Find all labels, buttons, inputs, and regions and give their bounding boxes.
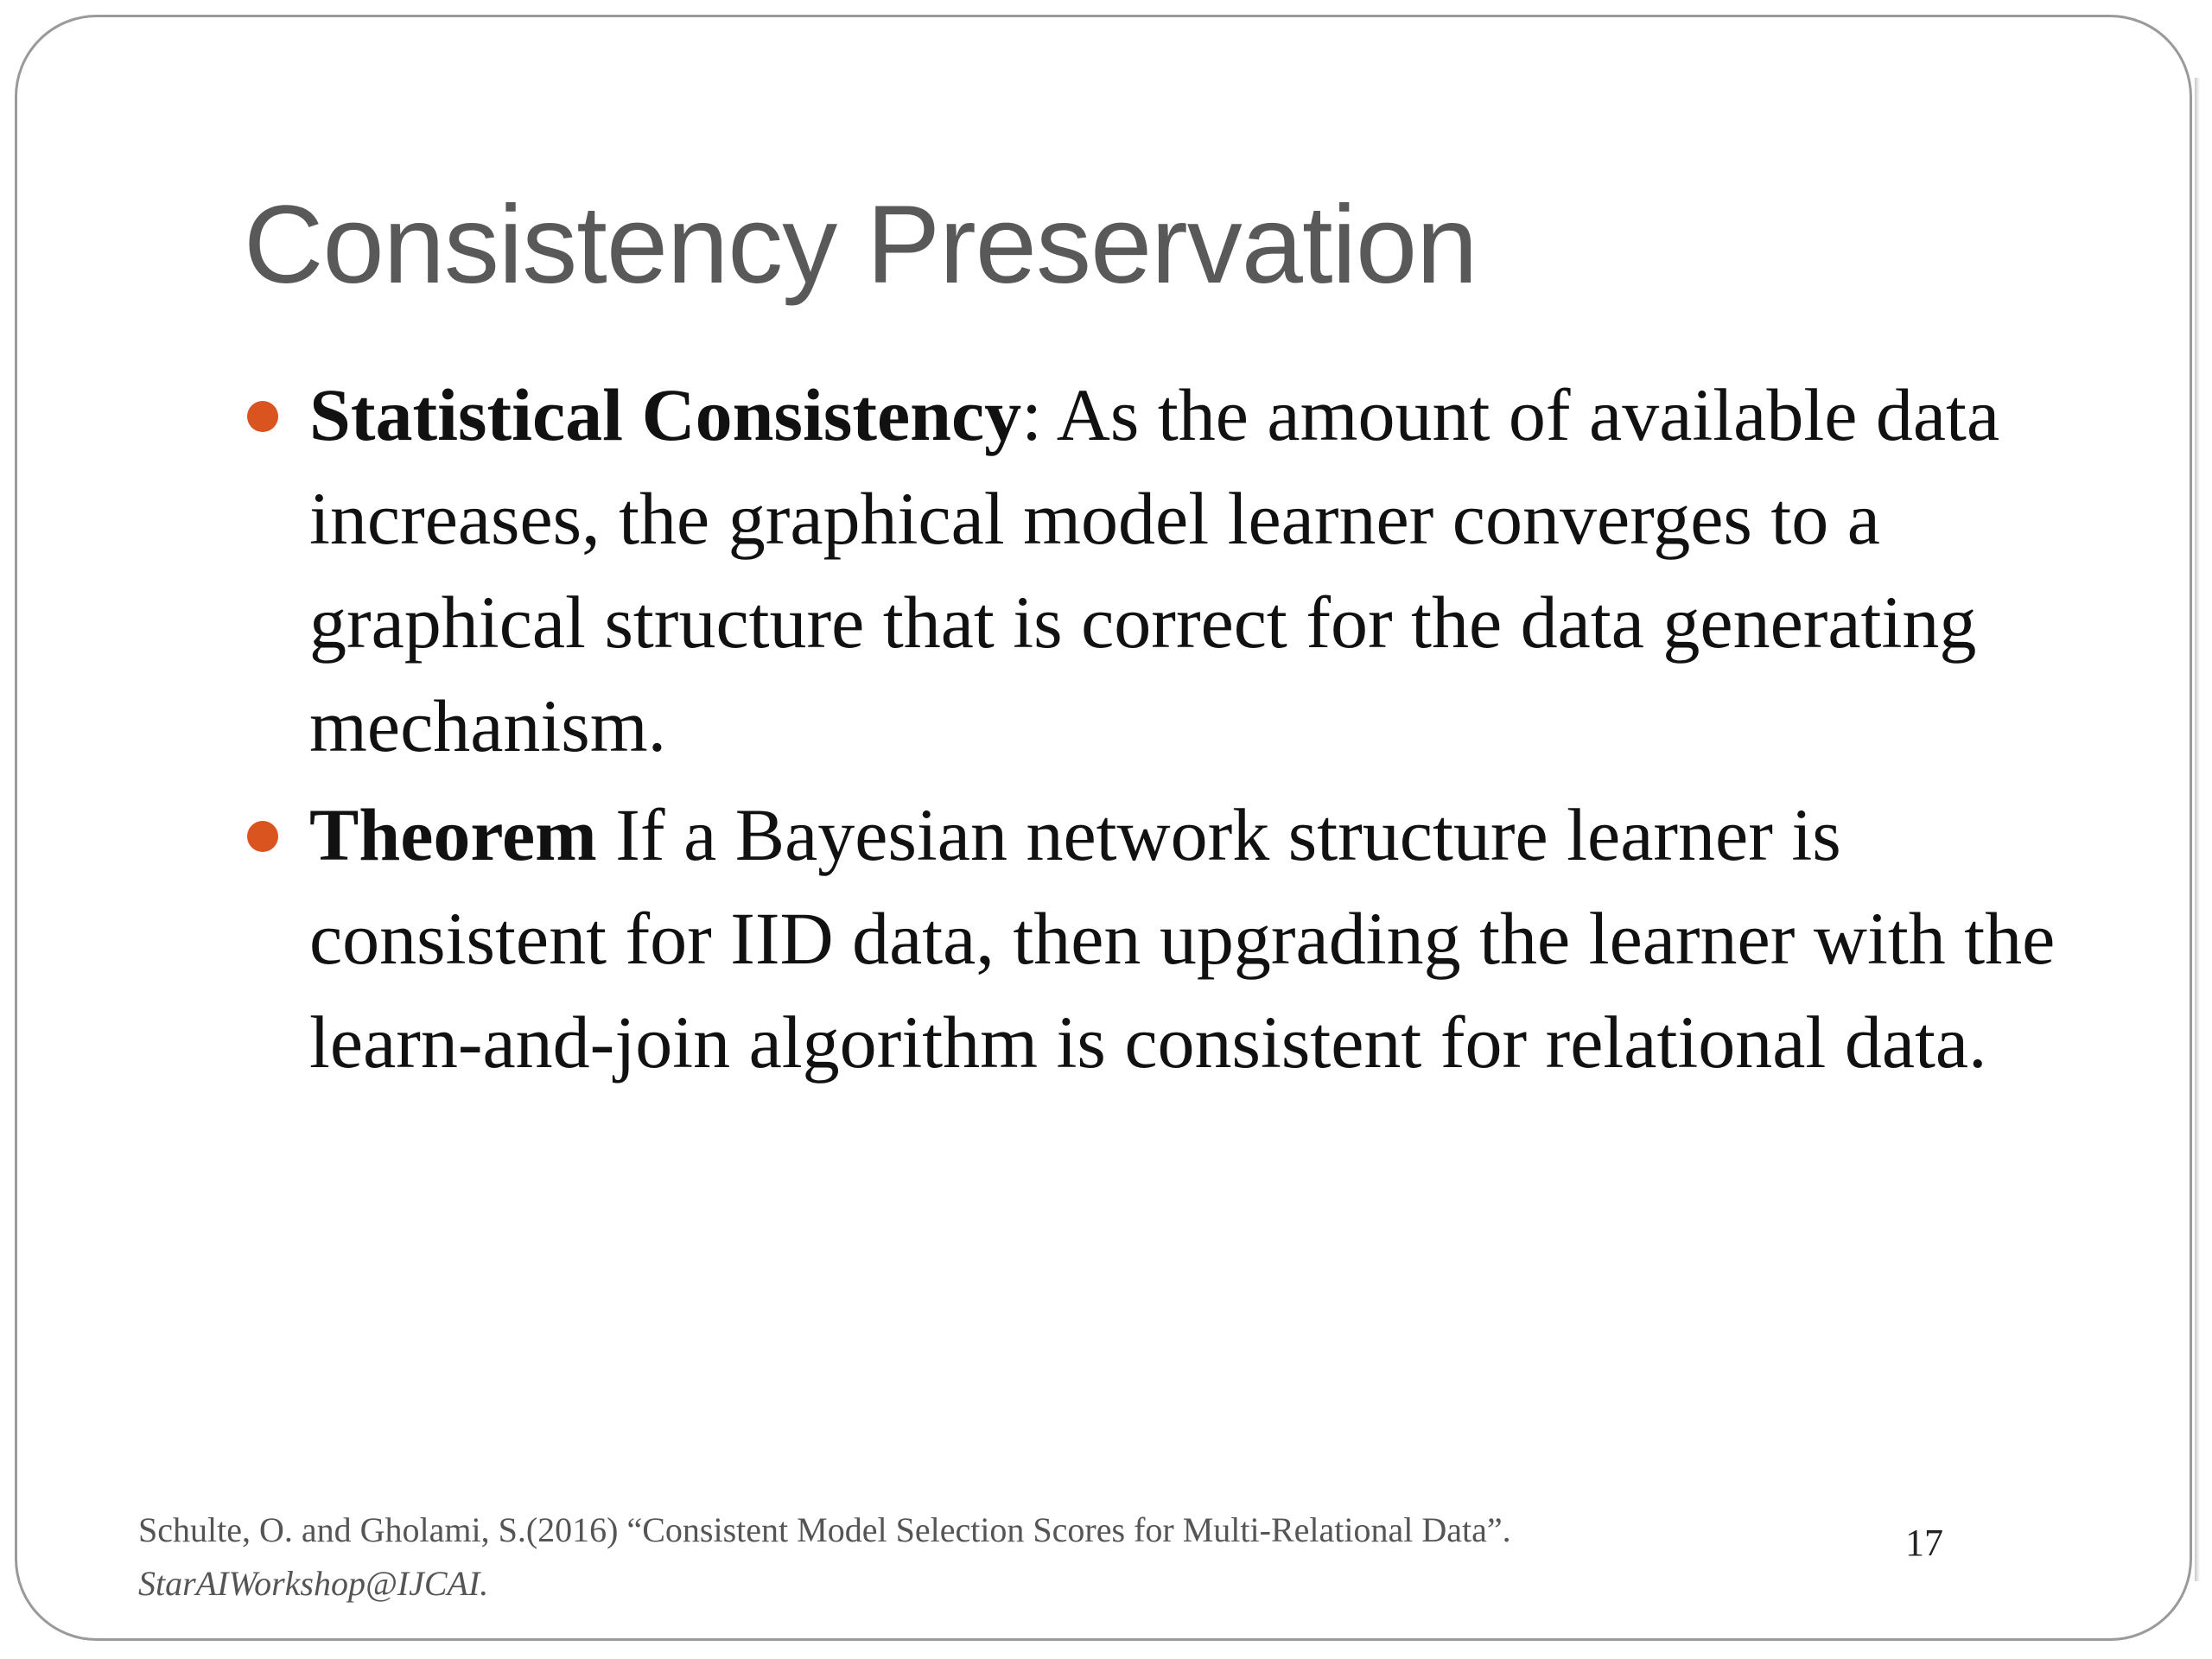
footnote-venue: StarAIWorkshop@IJCAI.: [138, 1564, 489, 1603]
bullet-term: Statistical Consistency: [309, 373, 1022, 456]
bullet-dot-icon: [247, 821, 278, 852]
bullet-dot-icon: [247, 401, 278, 432]
slide-title: Consistency Preservation: [244, 183, 1478, 307]
bullet-theorem: [244, 783, 2084, 1094]
bullet-text: : As the amount of available data increases, the graphical model learner converges to a graphical structure that is correct for the data generating mechanism.: [309, 373, 2000, 767]
bullet-statistical-consistency: [244, 363, 2084, 778]
bullet-term: Theorem: [309, 793, 597, 876]
slide-shadow: [2195, 78, 2200, 1581]
bullet-text: If a Bayesian network structure learner is consistent for IID data, then upgrading the learner with the learn-and-join algorithm is consistent for relational data.: [309, 793, 2056, 1084]
page-number: 17: [1905, 1522, 1943, 1564]
bullet-list: [244, 363, 2084, 1099]
footnote: [138, 1503, 1511, 1611]
footnote-citation: Schulte, O. and Gholami, S.(2016) “Consistent Model Selection Scores for Multi-Relational Data”.: [138, 1510, 1511, 1549]
